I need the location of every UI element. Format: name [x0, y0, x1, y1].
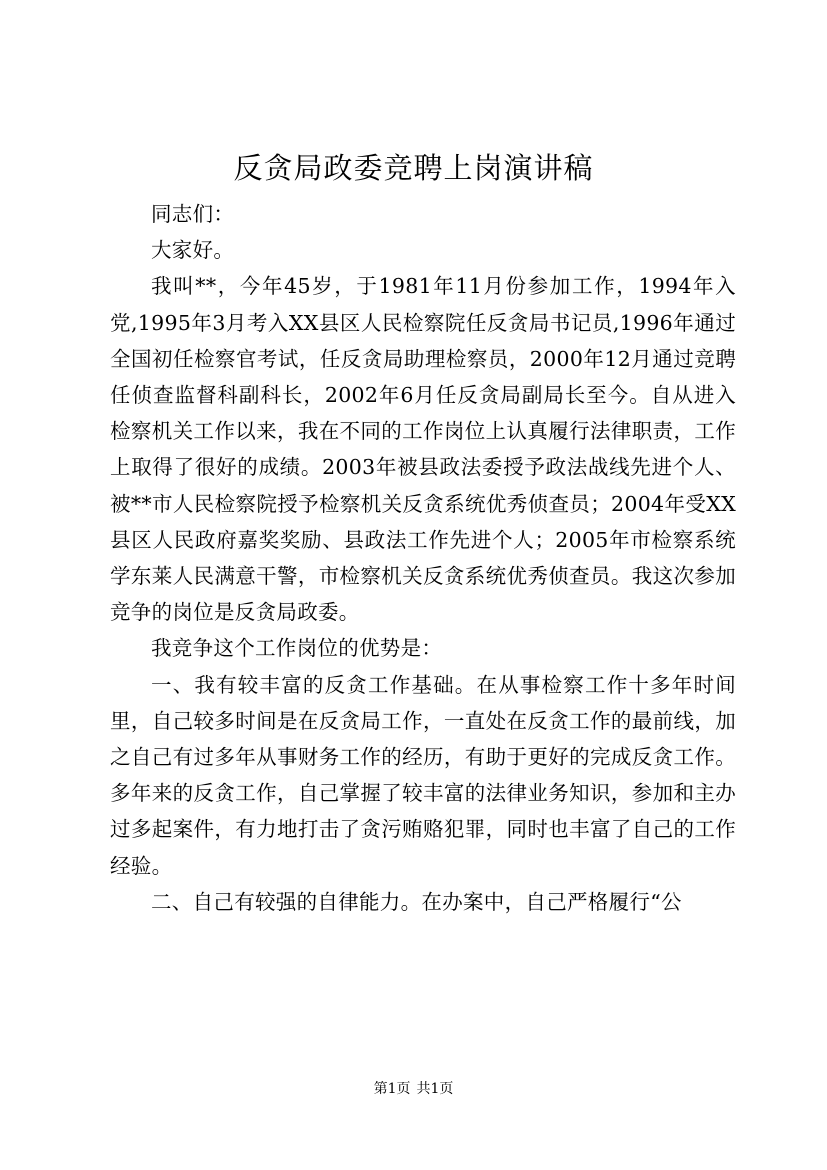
introduction-paragraph: 我叫**，今年45岁，于1981年11月份参加工作，1994年入党,1995年3月考入XX县区人民检察院任反贪局书记员,1996年通过全国初任检察官考试，任反贪局助理检察员，2000年12月通过竞聘任侦查监督科副科长，2002年6月任反贪局副局长至今。自从进入检察机关工作以来，我在不同的工作岗位上认真履行法律职责，工作上取得了很好的成绩。2003年被县政法委授予政法战线先进个人、被**市人民检察院授予检察机关反贪系统优秀侦查员；2004年受XX县区人民政府嘉奖奖励、县政法工作先进个人；2005年市检察系统学东莱人民满意干警，市检察机关反贪系统优秀侦查员。我这次参加竞争的岗位是反贪局政委。 [110, 274, 736, 625]
document-body [110, 196, 736, 920]
advantage-one-paragraph: 一、我有较丰富的反贪工作基础。在从事检察工作十多年时间里，自己较多时间是在反贪局工作，一直处在反贪工作的最前线，加之自己有过多年从事财务工作的经历，有助于更好的完成反贪工作。多年来的反贪工作，自己掌握了较丰富的法律业务知识，参加和主办过多起案件，有力地打击了贪污贿赂犯罪，同时也丰富了自己的工作经验。 [110, 672, 736, 878]
page-footer [0, 1079, 827, 1099]
document-title: 反贪局政委竞聘上岗演讲稿 [233, 151, 594, 185]
greeting-paragraph: 大家好。 [151, 238, 235, 263]
advantages-heading-paragraph: 我竞争这个工作岗位的优势是： [151, 636, 443, 661]
page-number-current: 第1页 [373, 1081, 411, 1097]
advantage-two-paragraph: 二、自己有较强的自律能力。在办案中，自己严格履行“公 [151, 889, 682, 914]
page-number-total: 共1页 [416, 1081, 454, 1097]
salutation-paragraph: 同志们： [151, 202, 235, 226]
